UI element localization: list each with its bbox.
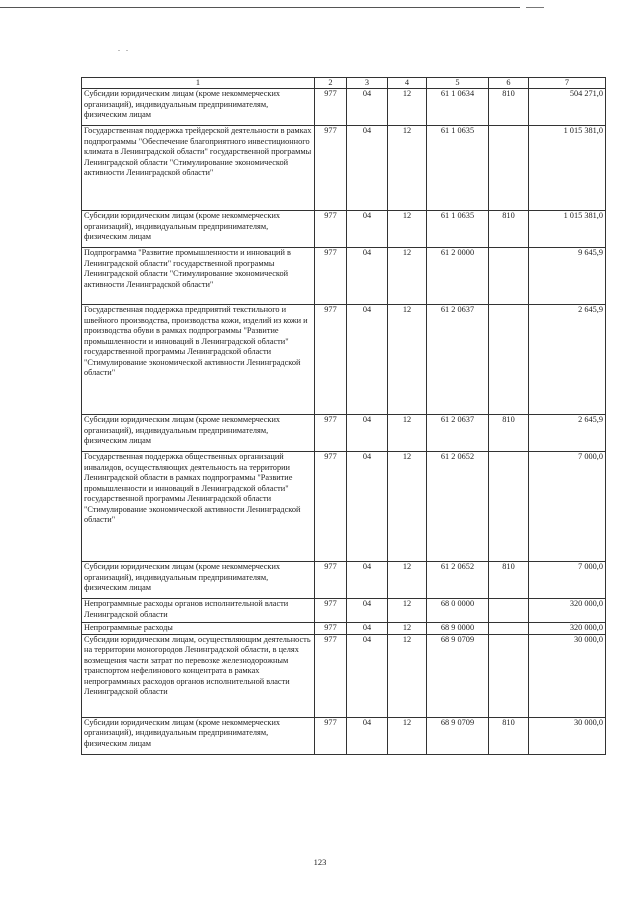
row-target-article: 68 0 0000 — [427, 599, 489, 623]
row-ministry: 977 — [315, 623, 347, 635]
row-target-article: 61 2 0637 — [427, 415, 489, 452]
row-section: 04 — [347, 562, 388, 599]
header-cell: 5 — [427, 78, 489, 89]
row-expense-type: 810 — [489, 415, 529, 452]
row-ministry: 977 — [315, 717, 347, 754]
row-amount: 30 000,0 — [529, 634, 606, 717]
row-expense-type — [489, 599, 529, 623]
row-expense-type: 810 — [489, 211, 529, 248]
row-target-article: 61 1 0635 — [427, 211, 489, 248]
row-ministry: 977 — [315, 89, 347, 126]
row-amount: 30 000,0 — [529, 717, 606, 754]
row-ministry: 977 — [315, 415, 347, 452]
row-name: Субсидии юридическим лицам (кроме некоммерческих организаций), индивидуальным предпринимателям, физическим лицам — [82, 415, 315, 452]
row-ministry: 977 — [315, 634, 347, 717]
row-subsection: 12 — [388, 305, 427, 415]
row-amount: 9 645,9 — [529, 248, 606, 305]
row-target-article: 61 2 0000 — [427, 248, 489, 305]
row-ministry: 977 — [315, 452, 347, 562]
row-subsection: 12 — [388, 126, 427, 211]
row-subsection: 12 — [388, 634, 427, 717]
row-subsection: 12 — [388, 452, 427, 562]
row-name: Субсидии юридическим лицам (кроме некоммерческих организаций), индивидуальным предпринимателям, физическим лицам — [82, 717, 315, 754]
row-target-article: 68 9 0709 — [427, 717, 489, 754]
row-expense-type — [489, 126, 529, 211]
header-cell: 7 — [529, 78, 606, 89]
row-subsection: 12 — [388, 599, 427, 623]
row-ministry: 977 — [315, 211, 347, 248]
row-subsection: 12 — [388, 562, 427, 599]
row-target-article: 61 2 0652 — [427, 452, 489, 562]
row-expense-type — [489, 634, 529, 717]
row-section: 04 — [347, 452, 388, 562]
row-amount: 2 645,9 — [529, 415, 606, 452]
row-section: 04 — [347, 248, 388, 305]
row-name: Непрограммные расходы — [82, 623, 315, 635]
row-target-article: 61 1 0635 — [427, 126, 489, 211]
row-amount: 320 000,0 — [529, 599, 606, 623]
header-cell: 1 — [82, 78, 315, 89]
row-amount: 7 000,0 — [529, 452, 606, 562]
row-name: Подпрограмма "Развитие промышленности и инноваций в Ленинградской области" государственной программы Ленинградской области "Стимулирование экономической активности Ленинградской области" — [82, 248, 315, 305]
table-row — [82, 623, 606, 635]
row-expense-type: 810 — [489, 717, 529, 754]
row-section: 04 — [347, 599, 388, 623]
row-section: 04 — [347, 211, 388, 248]
row-name: Субсидии юридическим лицам, осуществляющим деятельность на территории моногородов Ленинградской области, в целях возмещения части затрат по перевозке железнодорожным транспортом нефелинового концентрата в рамках непрограммных расходов органов исполнительной власти Ленинградской области — [82, 634, 315, 717]
row-amount: 320 000,0 — [529, 623, 606, 635]
row-section: 04 — [347, 634, 388, 717]
table-row — [82, 248, 606, 305]
row-section: 04 — [347, 623, 388, 635]
row-target-article: 61 1 0634 — [427, 89, 489, 126]
row-expense-type: 810 — [489, 562, 529, 599]
row-subsection: 12 — [388, 623, 427, 635]
row-target-article: 68 9 0709 — [427, 634, 489, 717]
row-name: Субсидии юридическим лицам (кроме некоммерческих организаций), индивидуальным предпринимателям, физическим лицам — [82, 562, 315, 599]
row-subsection: 12 — [388, 248, 427, 305]
header-row — [82, 78, 606, 89]
table-row — [82, 211, 606, 248]
row-expense-type — [489, 305, 529, 415]
scan-speck: . . — [118, 44, 130, 53]
table-row — [82, 89, 606, 126]
row-expense-type: 810 — [489, 89, 529, 126]
row-subsection: 12 — [388, 89, 427, 126]
row-target-article: 68 9 0000 — [427, 623, 489, 635]
row-subsection: 12 — [388, 415, 427, 452]
row-section: 04 — [347, 415, 388, 452]
row-ministry: 977 — [315, 248, 347, 305]
table-row — [82, 717, 606, 754]
table-row — [82, 452, 606, 562]
row-target-article: 61 2 0652 — [427, 562, 489, 599]
row-section: 04 — [347, 717, 388, 754]
table-row — [82, 634, 606, 717]
row-amount: 7 000,0 — [529, 562, 606, 599]
budget-table — [81, 77, 606, 755]
row-name: Государственная поддержка трейдерской деятельности в рамках подпрограммы "Обеспечение благоприятного инвестиционного климата в Ленинградской области" государственной программы Ленинградской области "Стимулирование экономической активности Ленинградской области" — [82, 126, 315, 211]
table-row — [82, 126, 606, 211]
row-target-article: 61 2 0637 — [427, 305, 489, 415]
row-section: 04 — [347, 126, 388, 211]
table-row — [82, 562, 606, 599]
row-section: 04 — [347, 305, 388, 415]
row-expense-type — [489, 248, 529, 305]
table-row — [82, 599, 606, 623]
table-row — [82, 415, 606, 452]
header-cell: 4 — [388, 78, 427, 89]
row-amount: 1 015 381,0 — [529, 211, 606, 248]
row-ministry: 977 — [315, 126, 347, 211]
row-ministry: 977 — [315, 562, 347, 599]
row-name: Субсидии юридическим лицам (кроме некоммерческих организаций), индивидуальным предпринимателям, физическим лицам — [82, 89, 315, 126]
page-number: 123 — [313, 857, 327, 867]
row-name: Субсидии юридическим лицам (кроме некоммерческих организаций), индивидуальным предпринимателям, физическим лицам — [82, 211, 315, 248]
row-ministry: 977 — [315, 599, 347, 623]
row-expense-type — [489, 623, 529, 635]
row-name: Непрограммные расходы органов исполнительной власти Ленинградской области — [82, 599, 315, 623]
row-amount: 1 015 381,0 — [529, 126, 606, 211]
row-ministry: 977 — [315, 305, 347, 415]
header-cell: 3 — [347, 78, 388, 89]
header-cell: 6 — [489, 78, 529, 89]
row-expense-type — [489, 452, 529, 562]
row-name: Государственная поддержка общественных организаций инвалидов, осуществляющих деятельность на территории Ленинградской области в рамках подпрограммы "Развитие промышленности и инноваций в Ленинградской области" государственной программы Ленинградской области "Стимулирование экономической активности Ленинградской области" — [82, 452, 315, 562]
row-subsection: 12 — [388, 717, 427, 754]
row-amount: 504 271,0 — [529, 89, 606, 126]
row-amount: 2 645,9 — [529, 305, 606, 415]
row-name: Государственная поддержка предприятий текстильного и швейного производства, производства кожи, изделий из кожи и производства обуви в рамках подпрограммы "Развитие промышленности и инноваций в Ленинградской области" государственной программы Ленинградской области "Стимулирование экономической активности Ленинградской области" — [82, 305, 315, 415]
top-rule — [0, 7, 520, 8]
row-subsection: 12 — [388, 211, 427, 248]
header-cell: 2 — [315, 78, 347, 89]
top-rule-tail — [526, 7, 544, 8]
row-section: 04 — [347, 89, 388, 126]
table-row — [82, 305, 606, 415]
